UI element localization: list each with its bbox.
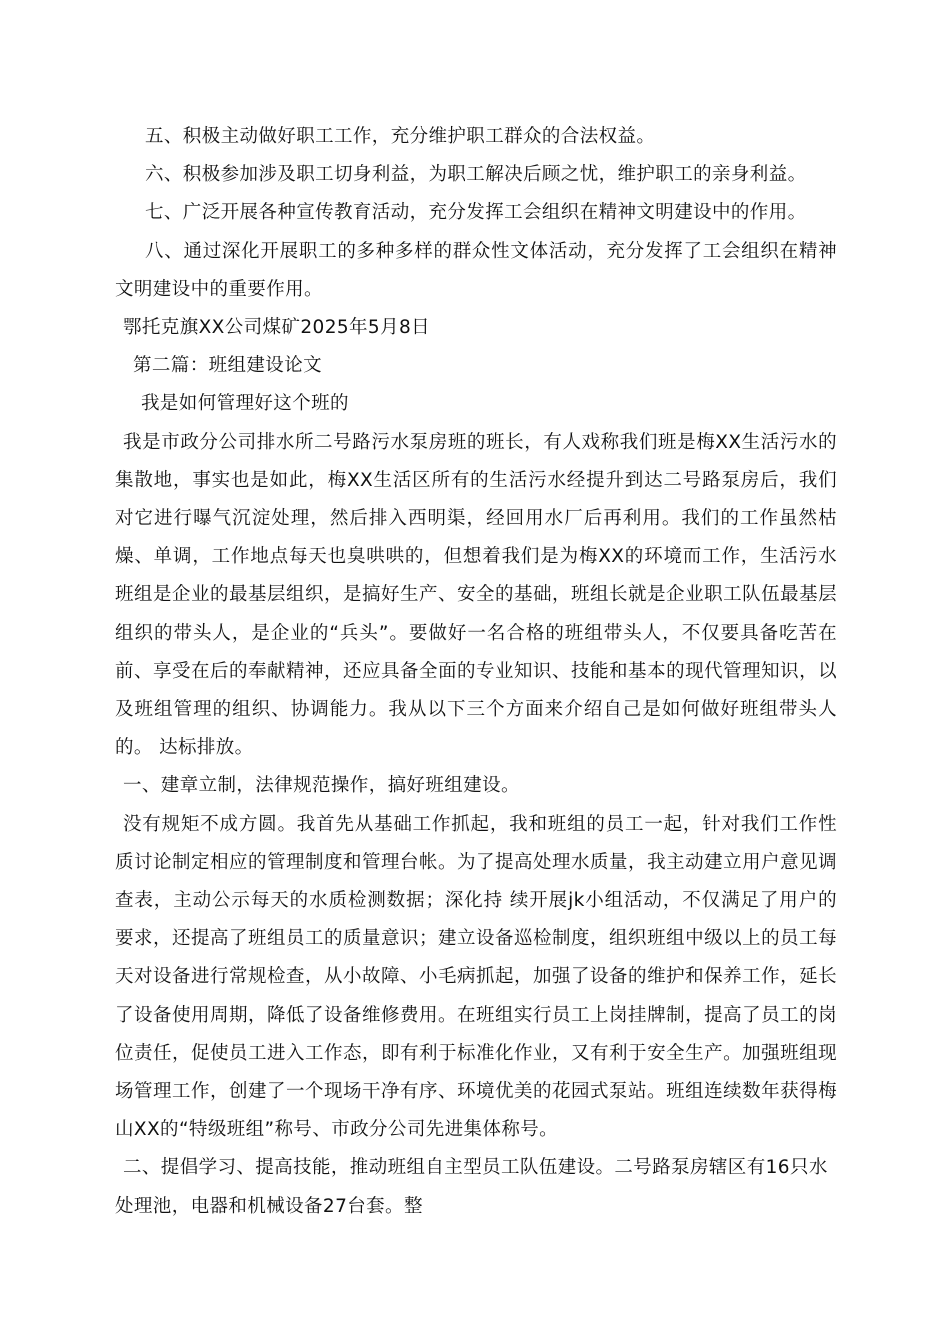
essay-title: 我是如何管理好这个班的 xyxy=(141,393,349,415)
paragraph-item-7: 七、广泛开展各种宣传教育活动，充分发挥工会组织在精神文明建设中的作用。 xyxy=(145,202,807,224)
paragraph-item-6: 六、积极参加涉及职工切身利益，为职工解决后顾之忧，维护职工的亲身利益。 xyxy=(145,164,807,186)
paragraph-point-1-body: 没有规矩不成方圆。我首先从基础工作抓起，我和班组的员工一起，针对我们工作性质讨论制定相应的管理制度和管理台帐。为了提高处理水质量，我主动建立用户意见调查表，主动公示每天的水质检测数据；深化持 续开展jk小组活动，不仅满足了用户的要求，还提高了班组员工的质量意识；建立设备巡检制度，组织班组中级以上的员工每天对设备进行常规检查，从小故障、小毛病抓起，加强了设备的维护和保养工作，延长了设备使用周期，降低了设备维修费用。在班组实行员工上岗挂牌制，提高了员工的岗位责任，促使员工进入工作态，即有利于标准化作业，又有利于安全生产。加强班组现场管理工作，创建了一个现场干净有序、环境优美的花园式泵站。班组连续数年获得梅山XX的“特级班组”称号、市政分公司先进集体称号。 xyxy=(115,813,837,1141)
section-heading: 第二篇：班组建设论文 xyxy=(133,355,323,377)
paragraph-point-2: 二、提倡学习、提高技能，推动班组自主型员工队伍建设。二号路泵房辖区有16只水处理池，电器和机械设备27台套。整 xyxy=(115,1157,828,1217)
paragraph-point-1-heading: 一、建章立制，法律规范操作，搞好班组建设。 xyxy=(123,775,520,797)
paragraph-intro: 我是市政分公司排水所二号路污水泵房班的班长，有人戏称我们班是梅XX生活污水的集散地，事实也是如此，梅XX生活区所有的生活污水经提升到达二号路泵房后，我们对它进行曝气沉淀处理，然后排入西明渠，经回用水厂后再利用。我们的工作虽然枯燥、单调，工作地点每天也臭哄哄的，但想着我们是为梅XX的环境而工作，生活污水班组是企业的最基层组织，是搞好生产、安全的基础，班组长就是企业职工队伍最基层组织的带头人，是企业的“兵头”。要做好一名合格的班组带头人，不仅要具备吃苦在前、享受在后的奉献精神，还应具备全面的专业知识、技能和基本的现代管理知识，以及班组管理的组织、协调能力。我从以下三个方面来介绍自己是如何做好班组带头人的。 达标排放。 xyxy=(115,431,837,759)
paragraph-item-5: 五、积极主动做好职工工作，充分维护职工群众的合法权益。 xyxy=(145,126,656,147)
document-body xyxy=(115,118,837,1226)
paragraph-item-8: 八、通过深化开展职工的多种多样的群众性文体活动，充分发挥了工会组织在精神文明建设中的重要作用。 xyxy=(115,240,837,300)
signature-line: 鄂托克旗XX公司煤矿2025年5月8日 xyxy=(123,317,431,339)
